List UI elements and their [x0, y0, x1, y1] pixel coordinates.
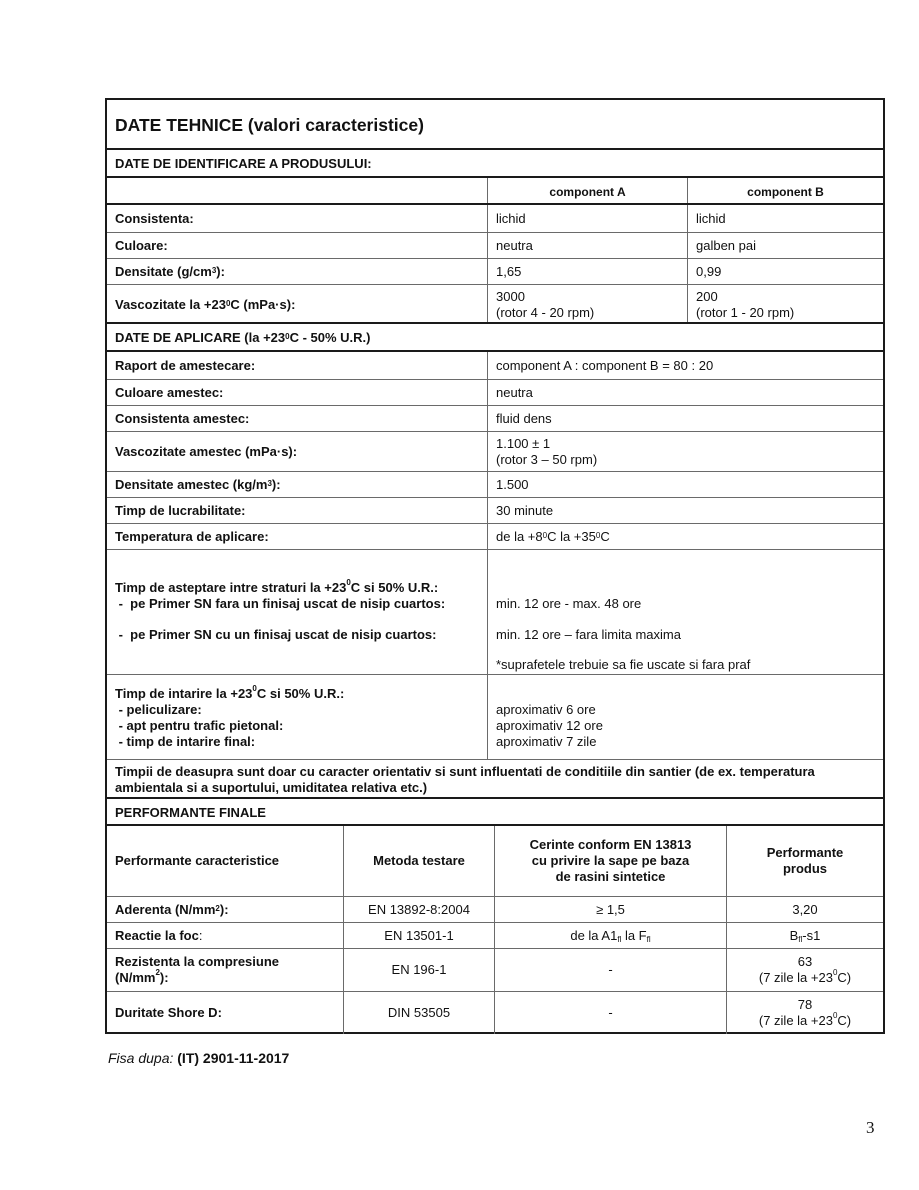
footer-reference-code: (IT) 2901-11-2017: [177, 1050, 290, 1066]
row-label: Vascozitate amestec (mPa·s):: [115, 443, 298, 459]
remark-text: Timpii de deasupra sunt doar cu caracter orientativ si sunt influentati de conditiile din santier (de ex. temperatura ambientala si a suportului, umiditatea relativa etc.): [115, 763, 815, 795]
row-value: 1.500: [487, 472, 883, 497]
footer-prefix: Fisa dupa:: [108, 1050, 174, 1066]
product-result: [726, 949, 883, 991]
curing-time-row: [107, 674, 883, 759]
superscript: 0: [252, 684, 257, 693]
row-label: Consistenta amestec:: [115, 410, 250, 426]
row-value: [487, 432, 883, 471]
product-result: [726, 923, 883, 948]
performance-row: [107, 922, 883, 948]
component-b-header: component B: [687, 178, 883, 205]
performance-columns-row: [107, 824, 883, 896]
row-label: [107, 897, 343, 922]
value-line: 78: [797, 997, 813, 1012]
application-row: [107, 471, 883, 497]
curing-time-values: [487, 675, 883, 759]
label-text: Aderenta (N/mm: [115, 901, 216, 917]
superscript: 0: [285, 332, 290, 341]
application-row: [107, 523, 883, 549]
component-a-value: 1,65: [487, 259, 687, 284]
superscript: 2: [155, 968, 160, 977]
identification-row: [107, 258, 883, 284]
label-text: ):: [271, 476, 281, 492]
value-text: de la +8: [496, 528, 543, 544]
superscript: 3: [211, 265, 217, 275]
label-text: Densitate (g/cm: [115, 263, 212, 279]
superscript: 0: [832, 968, 838, 977]
row-label: [107, 949, 343, 991]
document-title: DATE TEHNICE (valori caracteristice): [115, 115, 424, 135]
performance-column-header: Metoda testare: [343, 826, 494, 896]
label-text: (N/mm: [115, 970, 156, 985]
waiting-item-value: min. 12 ore – fara limita maxima: [496, 627, 681, 642]
header-text: DATE DE APLICARE (la +23: [115, 330, 286, 345]
page-number: 3: [866, 1118, 875, 1137]
label-text: C si 50% U.R.:: [350, 580, 439, 595]
value-line: (rotor 1 - 20 rpm): [696, 304, 795, 320]
application-row: [107, 350, 883, 379]
value-line: 63: [797, 954, 813, 969]
superscript: 0: [542, 530, 548, 540]
component-a-value: lichid: [487, 205, 687, 232]
identification-header-row: [107, 148, 883, 178]
product-result: [726, 992, 883, 1034]
component-a-value: [487, 285, 687, 324]
identification-row: [107, 203, 883, 232]
superscript: 0: [225, 298, 231, 308]
test-method: DIN 53505: [343, 992, 494, 1034]
curing-item-label: - apt pentru trafic pietonal:: [115, 718, 284, 733]
title-row: [107, 100, 883, 150]
performance-header: PERFORMANTE FINALE: [115, 804, 266, 820]
row-value: fluid dens: [487, 406, 883, 431]
header-text: C - 50% U.R.): [289, 330, 371, 345]
superscript: 0: [832, 1011, 838, 1020]
component-b-value: galben pai: [687, 233, 883, 258]
requirement: -: [494, 949, 726, 991]
row-label: [107, 285, 487, 324]
requirement: -: [494, 992, 726, 1034]
label-text: ):: [159, 970, 169, 985]
row-label: [107, 923, 343, 948]
waiting-time-title: [115, 580, 438, 596]
label-text: ):: [216, 263, 225, 279]
value-text: de la A1: [570, 927, 618, 943]
application-header-row: [107, 322, 883, 352]
application-row: [107, 405, 883, 431]
value-line: (rotor 4 - 20 rpm): [496, 304, 595, 320]
row-label: Culoare:: [115, 237, 168, 253]
performance-header-row: [107, 797, 883, 826]
application-row: [107, 431, 883, 471]
waiting-time-row: [107, 549, 883, 674]
label-text: ):: [219, 901, 229, 917]
waiting-time-label: [107, 550, 487, 674]
application-row: [107, 379, 883, 405]
label-text: Vascozitate la +23: [115, 296, 226, 312]
performance-row: [107, 948, 883, 991]
component-header-row: [107, 176, 883, 205]
value-text: -s1: [802, 927, 821, 943]
value-text: B: [789, 927, 799, 943]
value-text: (7 zile la +23: [758, 970, 833, 985]
product-result: 3,20: [726, 897, 883, 922]
value-text: (7 zile la +23: [758, 1013, 833, 1028]
value-text: C la +35: [547, 528, 596, 544]
row-label: Consistenta:: [115, 210, 194, 226]
curing-time-label: [107, 675, 487, 759]
waiting-item-value: min. 12 ore - max. 48 ore: [496, 596, 642, 611]
waiting-item-label: - pe Primer SN cu un finisaj uscat de nisip cuartos:: [115, 627, 437, 642]
identification-row: [107, 284, 883, 324]
row-label: [107, 259, 487, 284]
identification-row: [107, 232, 883, 258]
curing-item-value: aproximativ 12 ore: [496, 718, 603, 733]
value-text: la F: [621, 927, 647, 943]
remark-row: [107, 759, 883, 799]
value-line: 1.100 ± 1: [496, 435, 551, 451]
label-text: Timp de asteptare intre straturi la +23: [115, 580, 347, 595]
component-a-value: neutra: [487, 233, 687, 258]
value-text: C): [837, 1013, 852, 1028]
label-text: Rezistenta la compresiune: [115, 954, 279, 969]
row-label: Culoare amestec:: [115, 384, 224, 400]
curing-item-label: - peliculizare:: [115, 702, 202, 717]
row-label: Timp de lucrabilitate:: [115, 502, 246, 518]
value-text: C: [600, 528, 610, 544]
application-header: [107, 324, 883, 352]
row-label: Temperatura de aplicare:: [115, 528, 269, 544]
value-line: 3000: [496, 288, 525, 304]
curing-item-value: aproximativ 6 ore: [496, 702, 596, 717]
waiting-time-values: [487, 550, 883, 674]
label-text: C (mPa·s):: [230, 296, 296, 312]
test-method: EN 196-1: [343, 949, 494, 991]
subscript: fl: [798, 934, 803, 944]
technical-data-table: [105, 98, 885, 1034]
label-text: Reactie la foc: [115, 927, 199, 943]
component-a-header: component A: [487, 178, 687, 205]
superscript: 2: [215, 903, 220, 913]
row-value: component A : component B = 80 : 20: [487, 352, 883, 379]
superscript: 0: [346, 578, 351, 587]
subscript: fl: [646, 934, 651, 944]
performance-column-header: Cerinte conform EN 13813 cu privire la sape pe baza de rasini sintetice: [494, 826, 726, 896]
row-value: [487, 524, 883, 549]
value-line: 200: [696, 288, 718, 304]
performance-column-header: Performante produs: [726, 826, 883, 896]
value-text: C): [837, 970, 852, 985]
performance-row: [107, 896, 883, 922]
waiting-note: *suprafetele trebuie sa fie uscate si fara praf: [496, 657, 751, 672]
row-label: Raport de amestecare:: [115, 357, 256, 373]
empty-header-cell: [107, 178, 487, 205]
row-label: [107, 472, 487, 497]
footer-reference: [108, 1050, 289, 1066]
curing-item-value: aproximativ 7 zile: [496, 734, 597, 749]
identification-header: DATE DE IDENTIFICARE A PRODUSULUI:: [115, 156, 372, 171]
superscript: 3: [267, 478, 272, 488]
row-value: 30 minute: [487, 498, 883, 523]
component-b-value: 0,99: [687, 259, 883, 284]
label-text: C si 50% U.R.:: [256, 686, 345, 701]
curing-title: [115, 686, 344, 702]
performance-row: [107, 991, 883, 1034]
label-colon: :: [198, 927, 203, 943]
row-value: neutra: [487, 380, 883, 405]
label-text: Timp de intarire la +23: [115, 686, 253, 701]
component-b-value: [687, 285, 883, 324]
application-row: [107, 497, 883, 523]
label-text: Densitate amestec (kg/m: [115, 476, 268, 492]
subscript: fl: [617, 934, 622, 944]
row-label: Duritate Shore D:: [115, 1005, 222, 1020]
requirement: [494, 923, 726, 948]
component-b-value: lichid: [687, 205, 883, 232]
value-line: (rotor 3 – 50 rpm): [496, 451, 598, 467]
curing-item-label: - timp de intarire final:: [115, 734, 256, 749]
superscript: 0: [595, 530, 601, 540]
test-method: EN 13892-8:2004: [343, 897, 494, 922]
waiting-item-label: - pe Primer SN fara un finisaj uscat de nisip cuartos:: [115, 596, 446, 611]
performance-column-header: Performante caracteristice: [115, 853, 280, 868]
test-method: EN 13501-1: [343, 923, 494, 948]
requirement: ≥ 1,5: [494, 897, 726, 922]
